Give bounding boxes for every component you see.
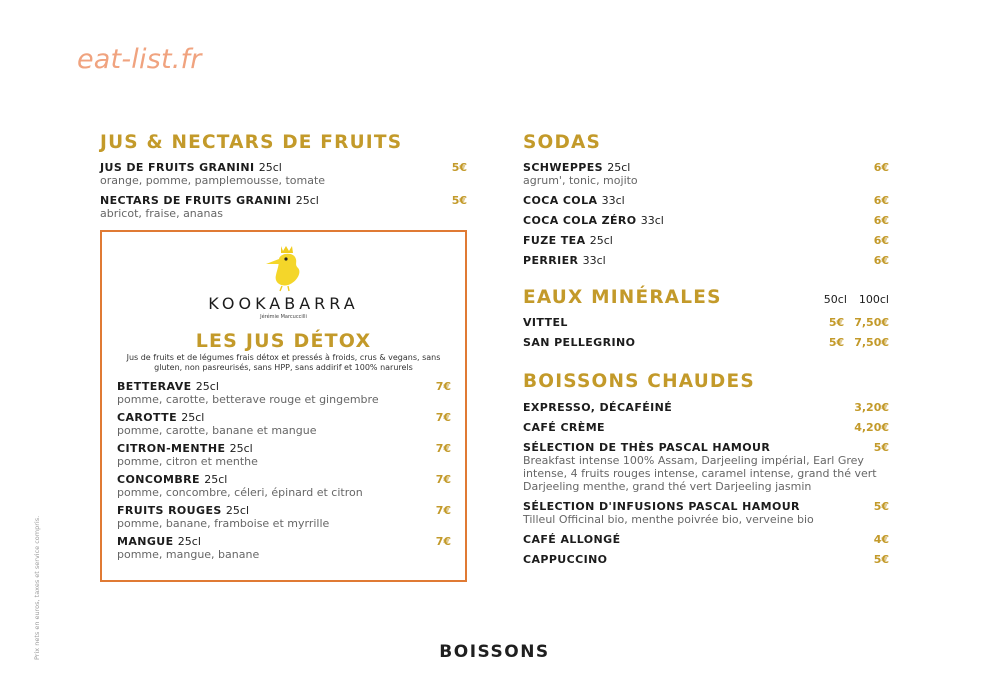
item-price: 5€ — [451, 194, 467, 207]
detox-juice-box — [100, 230, 467, 582]
item-size: 25cl — [295, 194, 319, 207]
section-title-eaux: EAUX MINÉRALES — [523, 287, 722, 308]
item-name: SCHWEPPES — [523, 161, 604, 174]
chaudes-section — [523, 371, 889, 566]
item-description: abricot, fraise, ananas — [100, 207, 223, 220]
menu-item — [117, 380, 451, 406]
menu-item — [523, 421, 889, 434]
menu-item — [523, 500, 889, 526]
menu-item — [523, 214, 889, 227]
item-name: CAROTTE — [117, 411, 177, 424]
item-name: CAFÉ CRÈME — [523, 421, 605, 434]
item-price: 5€ — [873, 553, 889, 566]
page-title: BOISSONS — [439, 642, 550, 662]
menu-item — [117, 442, 451, 468]
item-price: 7€ — [435, 535, 451, 548]
item-price: 5€ — [451, 161, 467, 174]
brand-name: KOOKABARRA — [208, 294, 359, 313]
item-name: NECTARS DE FRUITS GRANINI — [100, 194, 292, 207]
item-description: orange, pomme, pamplemousse, tomate — [100, 174, 326, 187]
item-description: pomme, concombre, céleri, épinard et citron — [117, 486, 363, 499]
item-size: 33cl — [640, 214, 664, 227]
item-name: FRUITS ROUGES — [117, 504, 222, 517]
item-name: BETTERAVE — [117, 380, 192, 393]
item-price: 4,20€ — [854, 421, 889, 434]
item-name: PERRIER — [523, 254, 579, 267]
item-price: 6€ — [873, 214, 889, 227]
menu-item — [523, 316, 889, 329]
item-name: JUS DE FRUITS GRANINI — [100, 161, 255, 174]
item-price: 7€ — [435, 504, 451, 517]
menu-item — [523, 194, 889, 207]
menu-item — [523, 441, 889, 493]
menu-item — [523, 161, 889, 187]
item-description: Breakfast intense 100% Assam, Darjeeling impérial, Earl Grey intense, 4 fruits rouges intense, caramel intense, grand thé vert Darjeeling menthe, grand thé vert Darjeeling jasmin — [523, 454, 877, 493]
sodas-section — [523, 132, 889, 267]
volume-header-50: 50cl — [823, 293, 847, 306]
section-title-jus-nectars: JUS & NECTARS DE FRUITS — [100, 132, 403, 153]
item-size: 25cl — [177, 535, 201, 548]
menu-item — [523, 234, 889, 247]
menu-item — [523, 336, 889, 349]
detox-item-list — [117, 380, 451, 566]
eaux-section — [523, 287, 889, 349]
item-size: 25cl — [607, 161, 631, 174]
item-price-100: 7,50€ — [854, 336, 889, 349]
item-size: 25cl — [181, 411, 205, 424]
item-price: 5€ — [873, 500, 889, 513]
jus-nectars-section — [100, 132, 467, 220]
item-price: 6€ — [873, 254, 889, 267]
menu-item — [523, 254, 889, 267]
item-size: 33cl — [601, 194, 625, 207]
menu-item — [523, 401, 889, 414]
kookaburra-bird-logo — [262, 242, 312, 292]
item-description: pomme, citron et menthe — [117, 455, 258, 468]
menu-item — [117, 411, 451, 437]
item-price: 6€ — [873, 161, 889, 174]
watermark-text: eat-list.fr — [77, 44, 202, 75]
item-name: SÉLECTION D'INFUSIONS PASCAL HAMOUR — [523, 500, 800, 513]
item-size: 25cl — [589, 234, 613, 247]
item-name: CAFÉ ALLONGÉ — [523, 533, 621, 546]
item-price: 7€ — [435, 473, 451, 486]
item-description: agrum', tonic, mojito — [523, 174, 638, 187]
menu-item — [117, 504, 451, 530]
item-name: SÉLECTION DE THÈS PASCAL HAMOUR — [523, 441, 771, 454]
item-size: 25cl — [258, 161, 282, 174]
menu-item — [117, 535, 451, 561]
item-name: EXPRESSO, DÉCAFÉINÉ — [523, 401, 673, 414]
item-name: VITTEL — [523, 316, 568, 329]
item-name: COCA COLA — [523, 194, 598, 207]
item-size: 25cl — [204, 473, 228, 486]
item-price-50: 5€ — [828, 336, 845, 349]
item-price: 3,20€ — [854, 401, 889, 414]
item-description: Tilleul Officinal bio, menthe poivrée bio, verveine bio — [523, 513, 814, 526]
item-price: 6€ — [873, 194, 889, 207]
section-title-sodas: SODAS — [523, 132, 602, 153]
section-title-detox: LES JUS DÉTOX — [195, 330, 372, 352]
menu-item — [117, 473, 451, 499]
item-name: CAPPUCCINO — [523, 553, 608, 566]
item-price: 5€ — [873, 441, 889, 454]
item-size: 25cl — [225, 504, 250, 517]
menu-item — [100, 161, 467, 187]
item-price: 7€ — [435, 442, 451, 455]
section-title-chaudes: BOISSONS CHAUDES — [523, 371, 755, 392]
item-name: FUZE TEA — [523, 234, 586, 247]
detox-intro: Jus de fruits et de légumes frais détox et pressés à froids, crus & vegans, sans gluten, non pasreurisés, sans HPP, sans addirif et 100% narurels — [126, 353, 441, 372]
item-price: 4€ — [873, 533, 889, 546]
brand-subtitle: Jérémie Marcuccilli — [260, 314, 307, 320]
item-name: CONCOMBRE — [117, 473, 200, 486]
item-size: 33cl — [582, 254, 606, 267]
item-price-100: 7,50€ — [854, 316, 889, 329]
item-description: pomme, banane, framboise et myrrille — [117, 517, 330, 530]
item-size: 25cl — [229, 442, 253, 455]
item-description: pomme, mangue, banane — [117, 548, 260, 561]
item-name: CITRON-MENTHE — [117, 442, 226, 455]
item-price-50: 5€ — [828, 316, 845, 329]
price-note: Prix nets en euros, taxes et service compris. — [33, 515, 41, 660]
menu-item — [100, 194, 467, 220]
item-name: SAN PELLEGRINO — [523, 336, 636, 349]
item-price: 6€ — [873, 234, 889, 247]
item-description: pomme, carotte, betterave rouge et gingembre — [117, 393, 379, 406]
item-name: COCA COLA ZÉRO — [523, 214, 637, 227]
menu-item — [523, 533, 889, 546]
item-name: MANGUE — [117, 535, 174, 548]
volume-header-100: 100cl — [858, 293, 889, 306]
item-size: 25cl — [195, 380, 219, 393]
menu-item — [523, 553, 889, 566]
right-column — [523, 132, 889, 566]
item-price: 7€ — [435, 380, 451, 393]
item-price: 7€ — [435, 411, 451, 424]
item-description: pomme, carotte, banane et mangue — [117, 424, 317, 437]
